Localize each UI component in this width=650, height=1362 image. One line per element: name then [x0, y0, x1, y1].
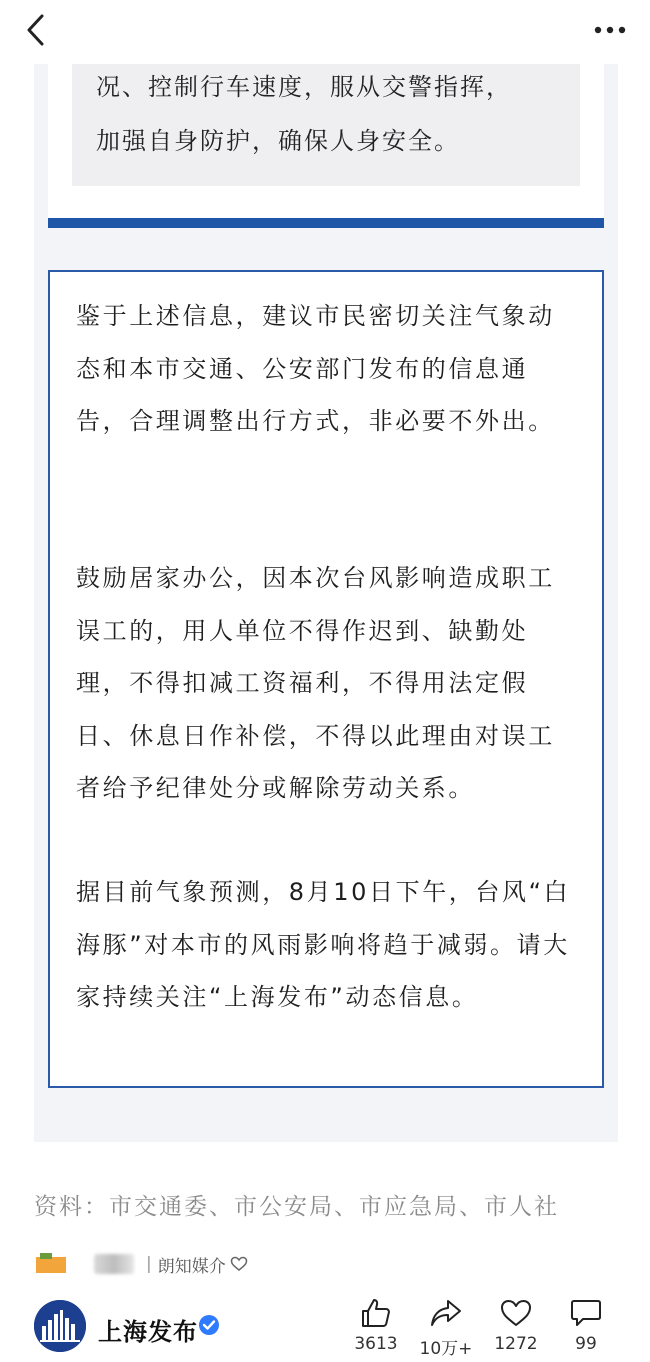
like-count: 3613	[354, 1334, 398, 1354]
author-credit	[34, 1250, 248, 1278]
advisory-paragraph: 据目前气象预测，8月10日下午，台风“白海豚”对本市的风雨影响将趋于减弱。请大家持续关注“上海发布”动态信息。	[76, 878, 571, 1011]
more-options-button[interactable]	[588, 10, 632, 50]
advisory-paragraph: 鉴于上述信息，建议市民密切关注气象动态和本市交通、公安部门发布的信息通告，合理调整出行方式，非必要不外出。	[76, 302, 555, 435]
media-logo-icon	[34, 1251, 92, 1277]
favorite-button[interactable]	[486, 1298, 546, 1354]
credit-separator: |	[146, 1254, 152, 1274]
heart-outline-icon	[500, 1298, 532, 1328]
share-arrow-icon	[430, 1298, 462, 1328]
top-nav-bar	[0, 0, 650, 64]
notice-card-text	[96, 60, 566, 168]
chevron-left-icon	[18, 10, 58, 50]
notice-line: 加强自身防护，确保人身安全。	[96, 127, 460, 155]
comment-button[interactable]	[556, 1298, 616, 1354]
bottom-action-bar	[0, 1290, 650, 1362]
share-count: 10万+	[419, 1339, 473, 1359]
comment-count: 99	[575, 1334, 597, 1354]
verified-badge-icon	[198, 1314, 220, 1336]
like-button[interactable]	[346, 1298, 406, 1354]
source-credit: 资料：市交通委、市公安局、市应急局、市人社	[34, 1194, 559, 1220]
account-name[interactable]: 上海发布	[98, 1318, 198, 1346]
more-dots-icon	[588, 10, 632, 50]
comment-bubble-icon	[570, 1298, 602, 1328]
thumbs-up-icon	[360, 1298, 392, 1328]
share-button[interactable]	[416, 1298, 476, 1359]
heart-outline-icon[interactable]	[230, 1256, 248, 1272]
favorite-count: 1272	[494, 1334, 538, 1354]
section-divider	[48, 218, 604, 228]
notice-line: 况、控制行车速度，服从交警指挥，	[96, 73, 512, 101]
back-button[interactable]	[18, 10, 58, 50]
blurred-author-name	[94, 1254, 134, 1274]
account-avatar[interactable]	[34, 1300, 86, 1352]
advisory-paragraph: 鼓励居家办公，因本次台风影响造成职工误工的，用人单位不得作迟到、缺勤处理，不得扣减工资福利，不得用法定假日、休息日作补偿，不得以此理由对误工者给予纪律处分或解除劳动关系。	[76, 564, 555, 802]
media-name[interactable]: 朗知媒介	[157, 1256, 226, 1277]
